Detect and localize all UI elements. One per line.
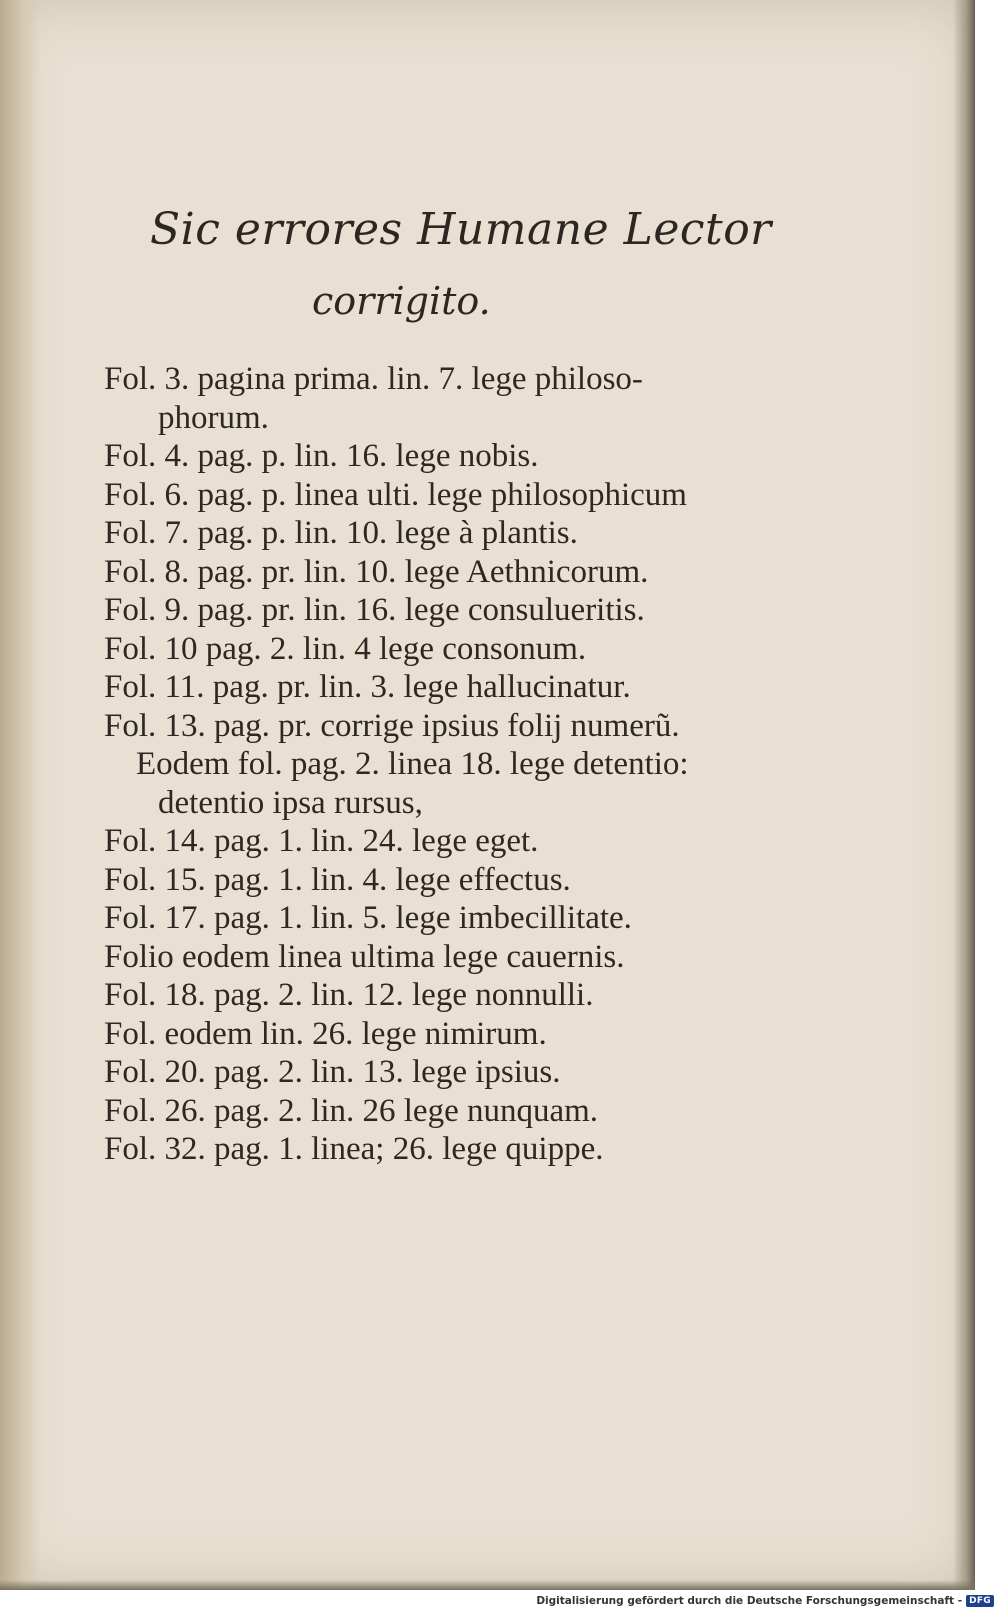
errata-line: phorum. bbox=[158, 399, 269, 436]
errata-line: Fol. 6. pag. p. linea ulti. lege philosophicum bbox=[104, 476, 687, 513]
page-gutter bbox=[0, 0, 40, 1590]
errata-line: Fol. eodem lin. 26. lege nimirum. bbox=[104, 1015, 547, 1052]
errata-line: Fol. 3. pagina prima. lin. 7. lege philoso- bbox=[104, 361, 643, 397]
errata-line: Fol. 17. pag. 1. lin. 5. lege imbecillitate. bbox=[104, 900, 632, 936]
errata-line: Fol. 4. pag. p. lin. 16. lege nobis. bbox=[104, 438, 539, 474]
errata-line: Fol. 7. pag. p. lin. 10. lege à plantis. bbox=[104, 515, 578, 551]
errata-line: Fol. 26. pag. 2. lin. 26 lege nunquam. bbox=[104, 1092, 599, 1129]
credit-text: Digitalisierung gefördert durch die Deutsche Forschungsgemeinschaft - bbox=[536, 1595, 963, 1607]
page-edge bbox=[953, 0, 975, 1590]
page-title: Sic errores Humane Lector bbox=[150, 204, 772, 255]
errata-line: detentio ipsa rursus, bbox=[158, 784, 423, 821]
errata-line: Fol. 9. pag. pr. lin. 16. lege consulueritis. bbox=[104, 592, 645, 628]
page-subtitle: corrigito. bbox=[312, 279, 491, 323]
digitization-credit bbox=[536, 1592, 994, 1610]
errata-line: Folio eodem linea ultima lege cauernis. bbox=[104, 938, 625, 975]
errata-line: Fol. 8. pag. pr. lin. 10. lege Aethnicorum. bbox=[104, 553, 649, 590]
errata-line: Fol. 14. pag. 1. lin. 24. lege eget. bbox=[104, 823, 539, 859]
errata-line: Eodem fol. pag. 2. linea 18. lege detentio: bbox=[136, 746, 689, 782]
errata-line: Fol. 18. pag. 2. lin. 12. lege nonnulli. bbox=[104, 977, 594, 1013]
errata-line: Fol. 10 pag. 2. lin. 4 lege consonum. bbox=[104, 630, 587, 667]
errata-list bbox=[104, 360, 804, 1169]
errata-line: Fol. 15. pag. 1. lin. 4. lege effectus. bbox=[104, 861, 571, 898]
page-bottom-edge bbox=[0, 1580, 975, 1590]
errata-line: Fol. 32. pag. 1. linea; 26. lege quippe. bbox=[104, 1131, 604, 1167]
errata-line: Fol. 20. pag. 2. lin. 13. lege ipsius. bbox=[104, 1054, 561, 1090]
errata-line: Fol. 13. pag. pr. corrige ipsius folij numerũ. bbox=[104, 707, 680, 744]
errata-line: Fol. 11. pag. pr. lin. 3. lege hallucinatur. bbox=[104, 669, 631, 705]
dfg-logo-icon: DFG bbox=[966, 1595, 994, 1607]
